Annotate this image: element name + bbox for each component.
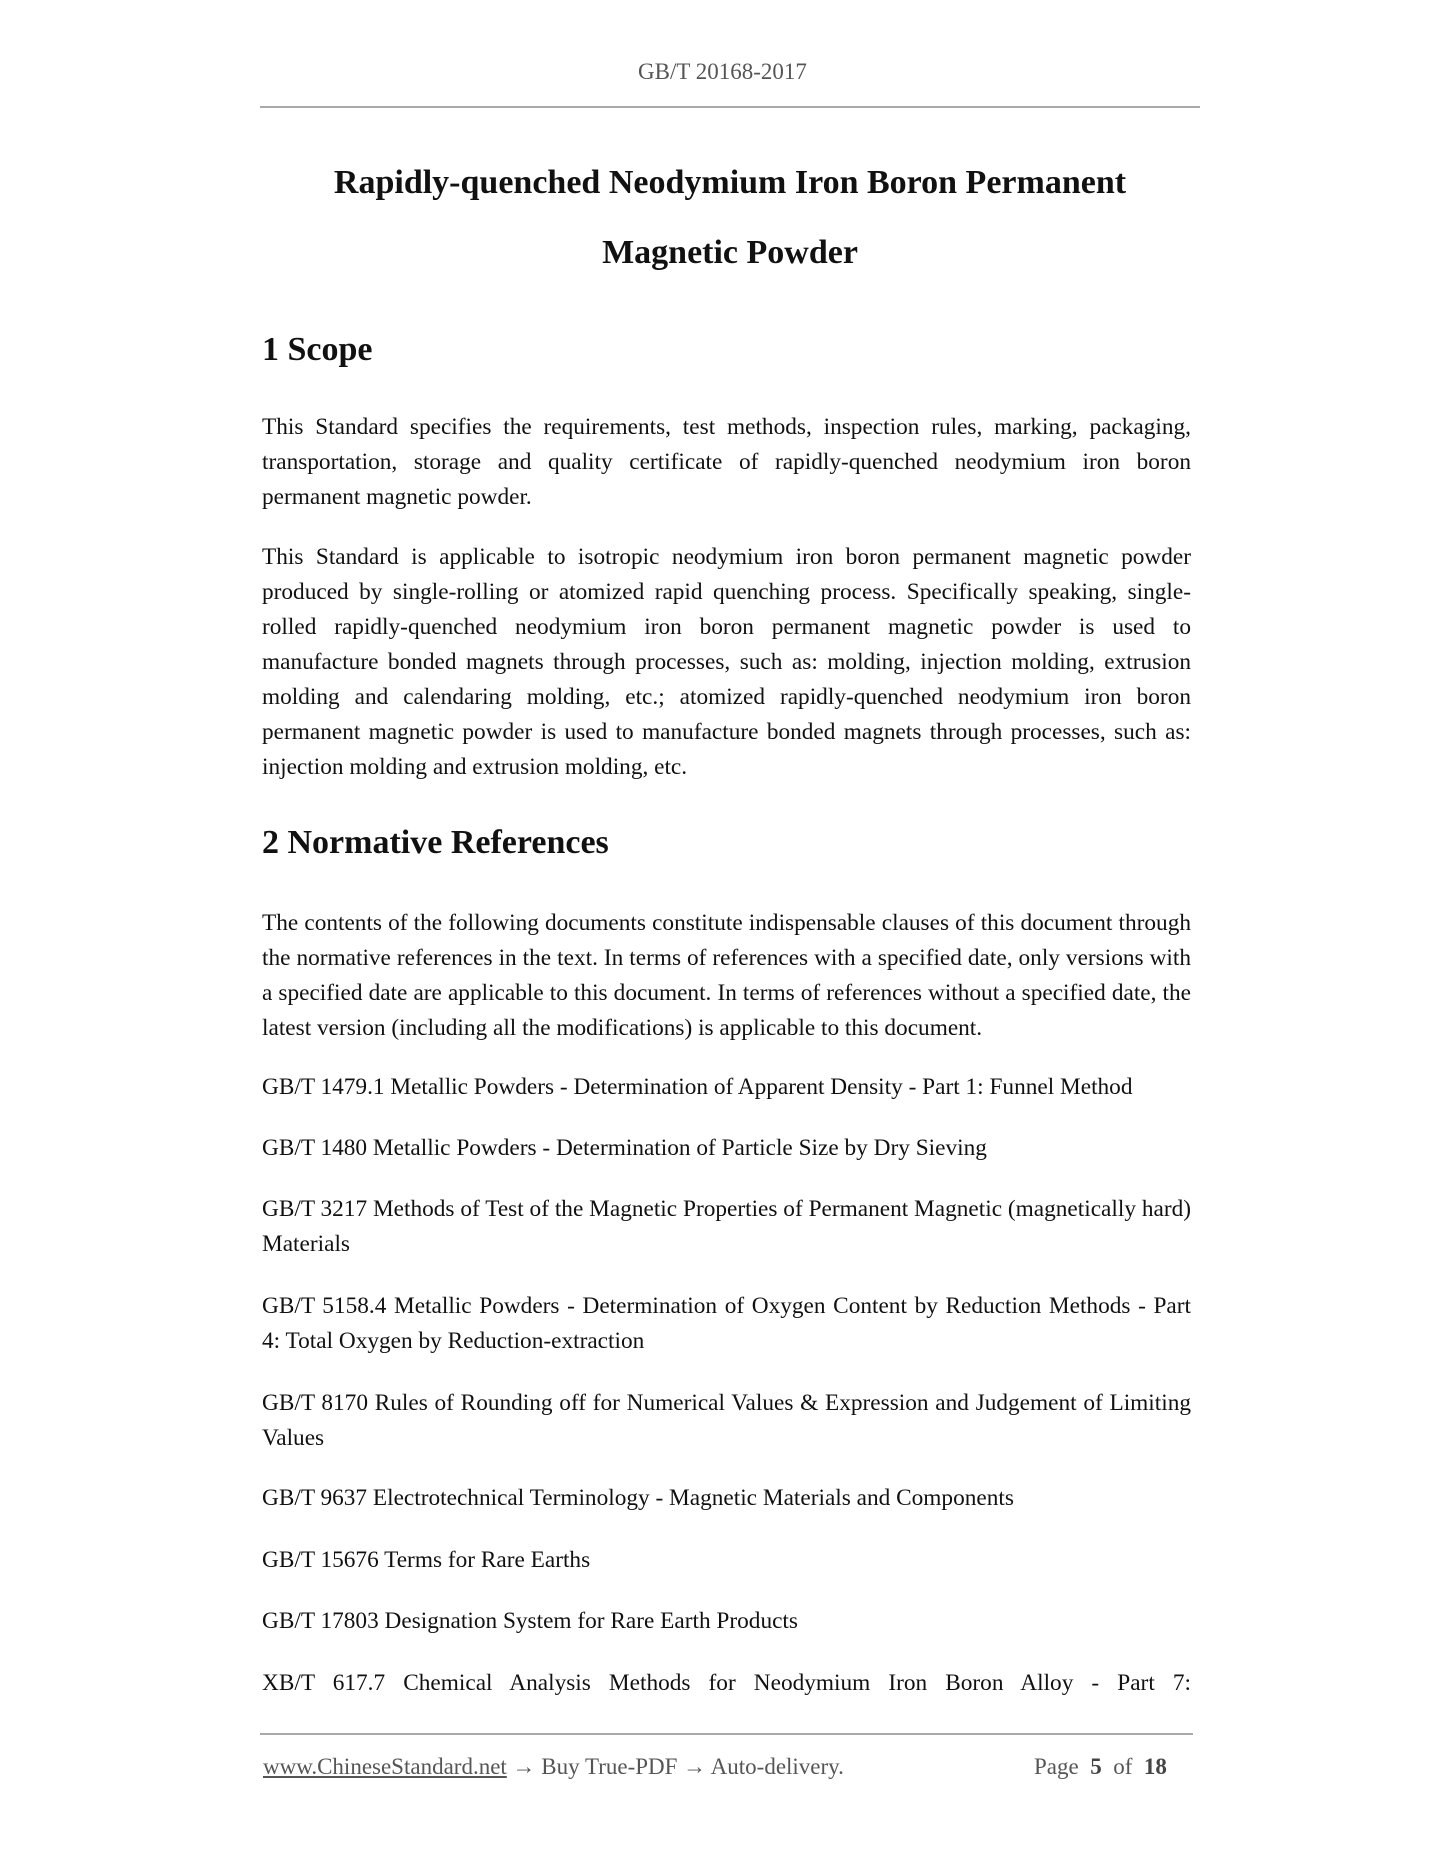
section-heading-normative-references: 2 Normative References — [262, 824, 609, 861]
document-title-line-2: Magnetic Powder — [602, 234, 858, 271]
reference-item: GB/T 5158.4 Metallic Powders - Determination of Oxygen Content by Reduction Methods - Part 4: Total Oxygen by Reduction-extraction — [262, 1293, 1191, 1354]
scope-paragraph-2: This Standard is applicable to isotropic neodymium iron boron permanent magnetic powder produced by single-rolling or atomized rapid quenching process. Specifically speaking, single-rolled rapidly-quenched neodymium iron boron permanent magnetic powder is used to manufacture bonded magnets through processes, such as: molding, injection molding, extrusion molding and calendaring molding, etc.; atomized rapidly-quenched neodymium iron boron permanent magnetic powder is used to manufacture bonded magnets through processes, such as: injection molding and extrusion molding, etc. — [262, 544, 1191, 780]
header-divider — [260, 106, 1200, 108]
reference-item: GB/T 17803 Designation System for Rare Earth Products — [262, 1608, 798, 1634]
reference-item: XB/T 617.7 Chemical Analysis Methods for Neodymium Iron Boron Alloy - Part 7: — [262, 1670, 1191, 1696]
chinesestandard-link[interactable]: www.ChineseStandard.net — [263, 1754, 507, 1779]
document-title-line-1: Rapidly-quenched Neodymium Iron Boron Permanent — [333, 164, 1127, 201]
reference-item: GB/T 1480 Metallic Powders - Determination of Particle Size by Dry Sieving — [262, 1135, 987, 1161]
reference-item: GB/T 1479.1 Metallic Powders - Determination of Apparent Density - Part 1: Funnel Method — [262, 1074, 1133, 1100]
footer-promo — [263, 1752, 844, 1782]
reference-item: GB/T 3217 Methods of Test of the Magnetic Properties of Permanent Magnetic (magnetically hard) Materials — [262, 1196, 1191, 1257]
document-code-header: GB/T 20168-2017 — [638, 59, 807, 84]
page-indicator — [1034, 1752, 1167, 1782]
scope-paragraph-1: This Standard specifies the requirements, test methods, inspection rules, marking, packaging, transportation, storage and quality certificate of rapidly-quenched neodymium iron boron permanent magnetic powder. — [262, 414, 1191, 510]
reference-item: GB/T 9637 Electrotechnical Terminology - Magnetic Materials and Components — [262, 1485, 1014, 1511]
reference-item: GB/T 15676 Terms for Rare Earths — [262, 1547, 591, 1573]
page-of-label: of — [1113, 1754, 1133, 1779]
footer-divider — [260, 1733, 1193, 1735]
page-total: 18 — [1143, 1754, 1167, 1779]
section-heading-scope: 1 Scope — [262, 331, 373, 368]
footer-promo-text: → Buy True-PDF → Auto-delivery. — [506, 1754, 844, 1779]
page-label: Page — [1034, 1754, 1079, 1779]
normative-references-intro: The contents of the following documents constitute indispensable clauses of this document through the normative references in the text. In terms of references with a specified date, only versions with a specified date are applicable to this document. In terms of references without a specified date, the latest version (including all the modifications) is applicable to this document. — [262, 910, 1191, 1041]
reference-item: GB/T 8170 Rules of Rounding off for Numerical Values & Expression and Judgement of Limiting Values — [262, 1390, 1191, 1451]
page-current: 5 — [1090, 1754, 1102, 1779]
